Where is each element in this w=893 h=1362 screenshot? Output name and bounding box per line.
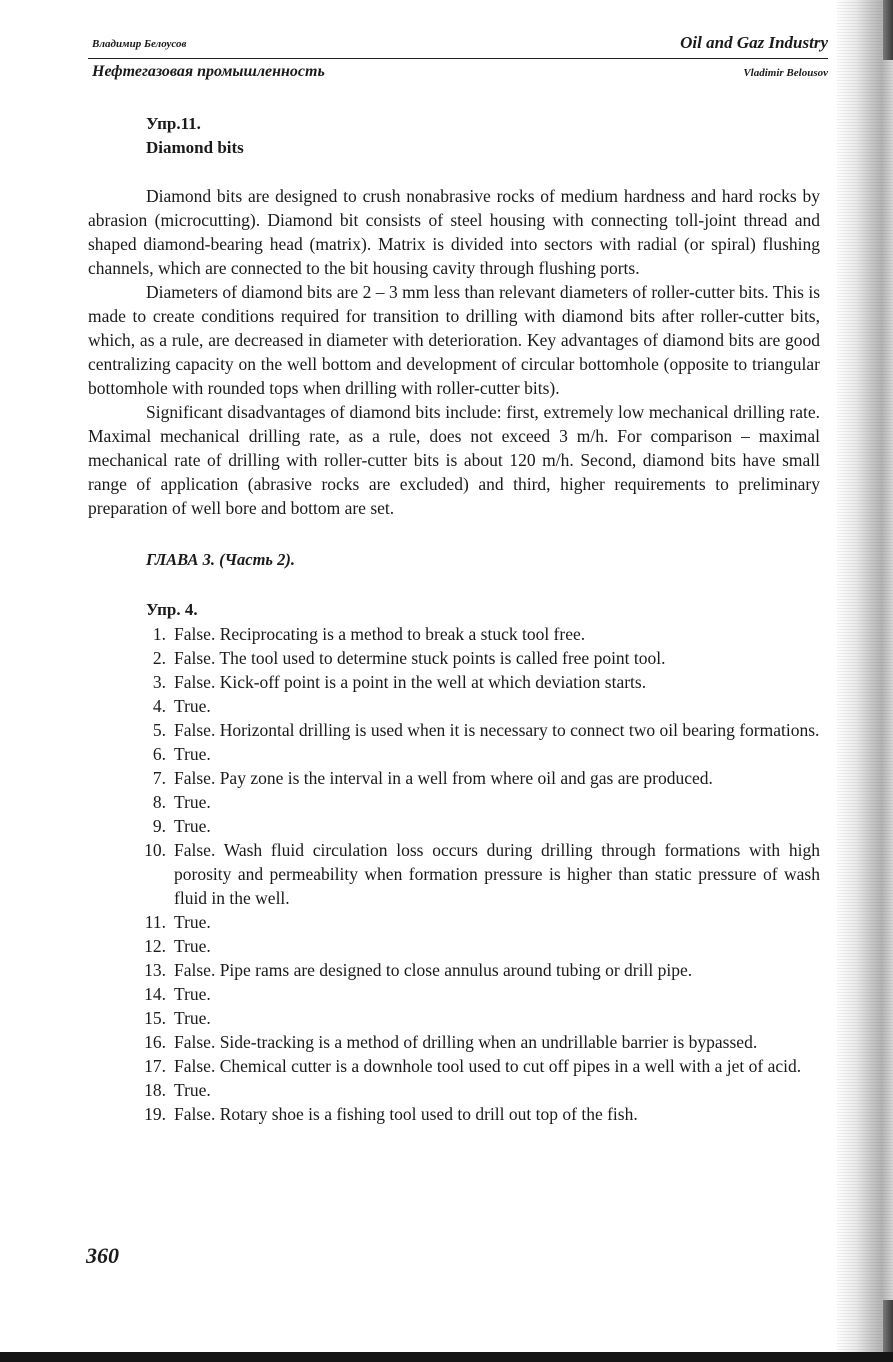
list-item-text: True. [174, 696, 211, 716]
paragraph: Diameters of diamond bits are 2 – 3 mm less than relevant diameters of roller-cutter bits. This is made to create conditions required for transition to drilling with diamond bits after roller-cutter bits, which, as a rule, are decreased in diameter with deterioration. Key advantages of diamond bits are good centralizing capacity on the well bottom and development of circular bottomhole (opposite to triangular bottomhole with rounded tops when drilling with roller-cutter bits). [88, 282, 820, 398]
list-item-text: False. Horizontal drilling is used when it is necessary to connect two oil bearing formations. [174, 720, 820, 740]
list-item-text: False. Kick-off point is a point in the well at which deviation starts. [174, 672, 647, 692]
list-item-number: 10. [144, 840, 166, 860]
list-item [88, 646, 820, 670]
header-title-en: Oil and Gaz Industry [680, 33, 828, 52]
list-item [88, 958, 820, 982]
list-item-text: False. The tool used to determine stuck points is called free point tool. [174, 648, 666, 668]
list-item-number: 18. [144, 1080, 166, 1100]
page-content [88, 112, 820, 1126]
running-header [88, 30, 828, 80]
list-item-text: True. [174, 792, 211, 812]
list-item-number: 8. [152, 792, 166, 812]
exercise-11-label: Упр.11. [146, 114, 201, 133]
chapter-heading: ГЛАВА 3. (Часть 2). [146, 550, 295, 569]
list-item-number: 9. [152, 816, 166, 836]
list-item-number: 15. [144, 1008, 166, 1028]
list-item-text: False. Side-tracking is a method of drilling when an undrillable barrier is bypassed. [174, 1032, 758, 1052]
header-row-top [88, 30, 828, 52]
paragraph: Significant disadvantages of diamond bits include: first, extremely low mechanical drilling rate. Maximal mechanical drilling rate, as a rule, does not exceed 3 m/h. For comparison – maximal mechanical rate of drilling with roller-cutter bits is about 120 m/h. Second, diamond bits have small range of application (abrasive rocks are excluded) and third, higher requirements to preliminary preparation of well bore and bottom are set. [88, 402, 820, 518]
header-row-bottom [88, 63, 828, 85]
scan-bottom-bar [0, 1352, 893, 1362]
list-item-number: 19. [144, 1104, 166, 1124]
header-author-en: Vladimir Belousov [743, 67, 828, 79]
list-item-text: True. [174, 912, 211, 932]
list-item-text: True. [174, 936, 211, 956]
list-item [88, 694, 820, 718]
list-item [88, 838, 820, 910]
exercise-11-title: Diamond bits [146, 138, 244, 157]
list-item [88, 814, 820, 838]
list-item-text: False. Pay zone is the interval in a well from where oil and gas are produced. [174, 768, 713, 788]
list-item [88, 1006, 820, 1030]
header-title-ru: Нефтегазовая промышленность [92, 63, 325, 80]
list-item [88, 670, 820, 694]
list-item-number: 7. [152, 768, 166, 788]
list-item-text: False. Chemical cutter is a downhole tool used to cut off pipes in a well with a jet of acid. [174, 1056, 802, 1076]
list-item [88, 766, 820, 790]
list-item-number: 12. [144, 936, 166, 956]
list-item [88, 982, 820, 1006]
list-item [88, 1078, 820, 1102]
list-item-text: True. [174, 1080, 211, 1100]
list-item [88, 1054, 820, 1078]
list-item-number: 16. [144, 1032, 166, 1052]
list-item [88, 1102, 820, 1126]
list-item-number: 14. [144, 984, 166, 1004]
list-item-text: True. [174, 816, 211, 836]
list-item-number: 1. [152, 624, 166, 644]
list-item-text: False. Pipe rams are designed to close annulus around tubing or drill pipe. [174, 960, 693, 980]
list-item [88, 1030, 820, 1054]
scan-edge-shadow [837, 0, 893, 1362]
list-item-text: True. [174, 744, 211, 764]
list-item [88, 718, 820, 742]
list-item-text: False. Wash fluid circulation loss occurs during drilling through formations with high porosity and permeability when formation pressure is higher than static pressure of wash fluid in the well. [174, 840, 820, 908]
list-item [88, 934, 820, 958]
list-item-text: True. [174, 1008, 211, 1028]
answer-list [88, 622, 820, 1126]
list-item-number: 5. [152, 720, 166, 740]
scan-edge-dark-top [883, 0, 893, 60]
list-item-number: 13. [144, 960, 166, 980]
exercise-4-label: Упр. 4. [146, 600, 198, 619]
list-item [88, 742, 820, 766]
list-item-number: 2. [152, 648, 166, 668]
list-item [88, 910, 820, 934]
page-number: 360 [86, 1243, 119, 1268]
list-item-text: True. [174, 984, 211, 1004]
header-author-ru: Владимир Белоусов [92, 38, 187, 50]
list-item-number: 17. [144, 1056, 166, 1076]
paragraph: Diamond bits are designed to crush nonabrasive rocks of medium hardness and hard rocks by abrasion (microcutting). Diamond bit consists of steel housing with connecting toll-joint thread and shaped diamond-bearing head (matrix). Matrix is divided into sectors with radial (or spiral) flushing channels, which are connected to the bit housing cavity through flushing ports. [88, 186, 820, 278]
list-item-number: 6. [152, 744, 166, 764]
list-item-number: 11. [144, 912, 166, 932]
list-item-text: False. Rotary shoe is a fishing tool used to drill out top of the fish. [174, 1104, 638, 1124]
list-item-text: False. Reciprocating is a method to break a stuck tool free. [174, 624, 586, 644]
list-item-number: 3. [152, 672, 166, 692]
list-item-number: 4. [152, 696, 166, 716]
list-item [88, 790, 820, 814]
list-item [88, 622, 820, 646]
header-rule [88, 58, 828, 59]
